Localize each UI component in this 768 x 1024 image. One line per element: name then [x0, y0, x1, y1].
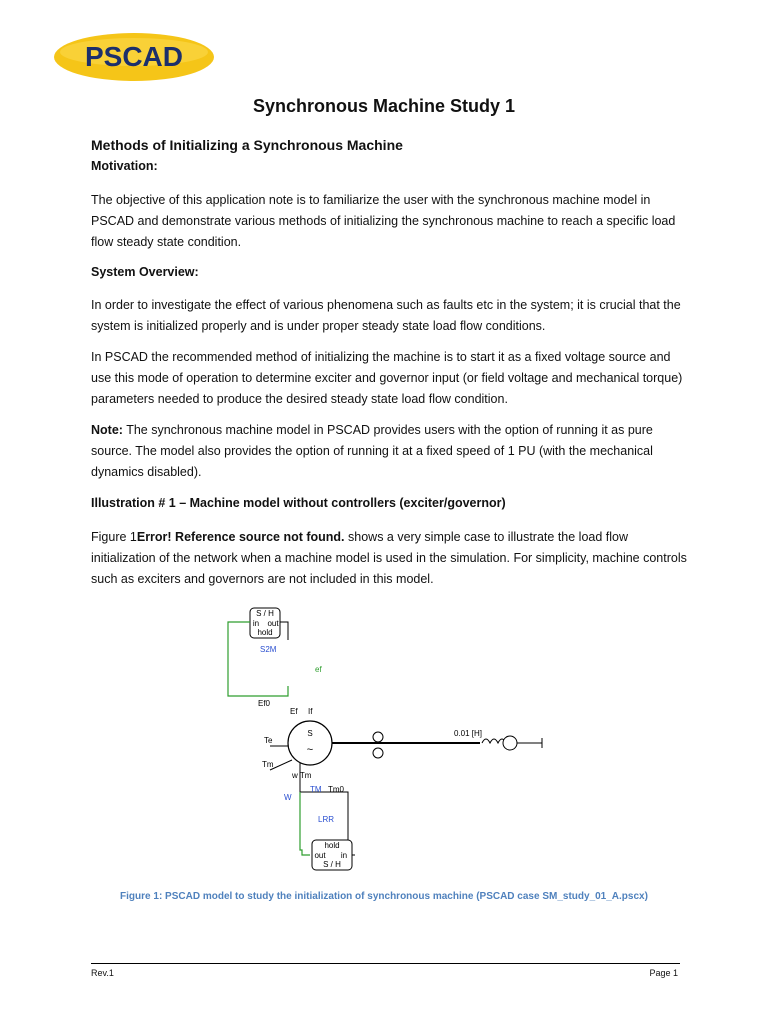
svg-text:If: If — [308, 707, 313, 716]
svg-text:S / H: S / H — [323, 860, 341, 869]
svg-text:in: in — [340, 851, 348, 860]
motivation-heading: Motivation: — [91, 159, 158, 173]
section-heading: Methods of Initializing a Synchronous Machine — [91, 137, 403, 153]
figure-intro-paragraph — [91, 527, 691, 590]
error-reference: Error! Reference source not found. — [136, 530, 345, 544]
footer-page-number: Page 1 — [649, 968, 678, 978]
pscad-logo — [52, 30, 216, 84]
footer-divider — [91, 963, 680, 964]
note-paragraph — [91, 420, 691, 483]
svg-text:~: ~ — [306, 744, 314, 756]
svg-text:out: out — [267, 619, 279, 628]
illustration-heading: Illustration # 1 – Machine model without controllers (exciter/governor) — [91, 496, 506, 510]
svg-text:Ef: Ef — [290, 707, 298, 716]
pscad-circuit-diagram — [200, 600, 560, 880]
svg-text:Tm0: Tm0 — [328, 785, 344, 794]
overview-paragraph-1: In order to investigate the effect of various phenomena such as faults etc in the system; it is crucial that the system is initialized properly and is under proper steady state load flow conditions. — [91, 298, 681, 333]
footer-revision: Rev.1 — [91, 968, 114, 978]
svg-text:in: in — [252, 619, 260, 628]
motivation-paragraph: The objective of this application note is to familiarize the user with the synchronous machine model in PSCAD and demonstrate various methods of initializing the synchronous machine to reach a specific load flow steady state condition. — [91, 193, 676, 249]
svg-text:hold: hold — [324, 841, 340, 850]
svg-text:w Tm: w Tm — [292, 771, 312, 780]
overview-paragraph-2: In PSCAD the recommended method of initializing the machine is to start it as a fixed voltage source and use this mode of operation to determine exciter and governor input (or field voltage and mechanical torque) parameters needed to produce the desired steady state load flow condition. — [91, 350, 683, 406]
svg-text:TM: TM — [310, 785, 322, 794]
svg-text:S: S — [307, 729, 313, 738]
fig-ref-text: Figure 1 — [91, 530, 137, 544]
svg-text:LRR: LRR — [318, 815, 335, 824]
note-label: Note: — [91, 423, 123, 437]
svg-text:ef: ef — [315, 665, 322, 674]
logo-text: PSCAD — [84, 41, 184, 72]
fig-intro-text: shows a very simple case to illustrate the load flow initialization of the network when a machine model is used in the simulation. For simplicity, machine controls such as exciters and governors are not included in this model. — [91, 530, 687, 586]
svg-text:W: W — [284, 793, 292, 802]
svg-text:Ef0: Ef0 — [258, 699, 271, 708]
svg-text:0.01 [H]: 0.01 [H] — [453, 729, 483, 738]
figure-caption: Figure 1: PSCAD model to study the initialization of synchronous machine (PSCAD case SM_study_01_A.pscx) — [120, 891, 648, 902]
svg-text:Tm: Tm — [262, 760, 274, 769]
overview-heading: System Overview: — [91, 265, 199, 279]
svg-text:Te: Te — [264, 736, 273, 745]
page-title: Synchronous Machine Study 1 — [252, 96, 516, 116]
svg-text:S / H: S / H — [256, 609, 274, 618]
svg-text:hold: hold — [257, 628, 273, 637]
svg-text:S2M: S2M — [260, 645, 277, 654]
svg-text:out: out — [314, 851, 326, 860]
note-text: The synchronous machine model in PSCAD provides users with the option of running it as pure source. The model also provides the option of running it at a fixed speed of 1 PU (with the mechanical dynamics disabled). — [91, 423, 653, 479]
